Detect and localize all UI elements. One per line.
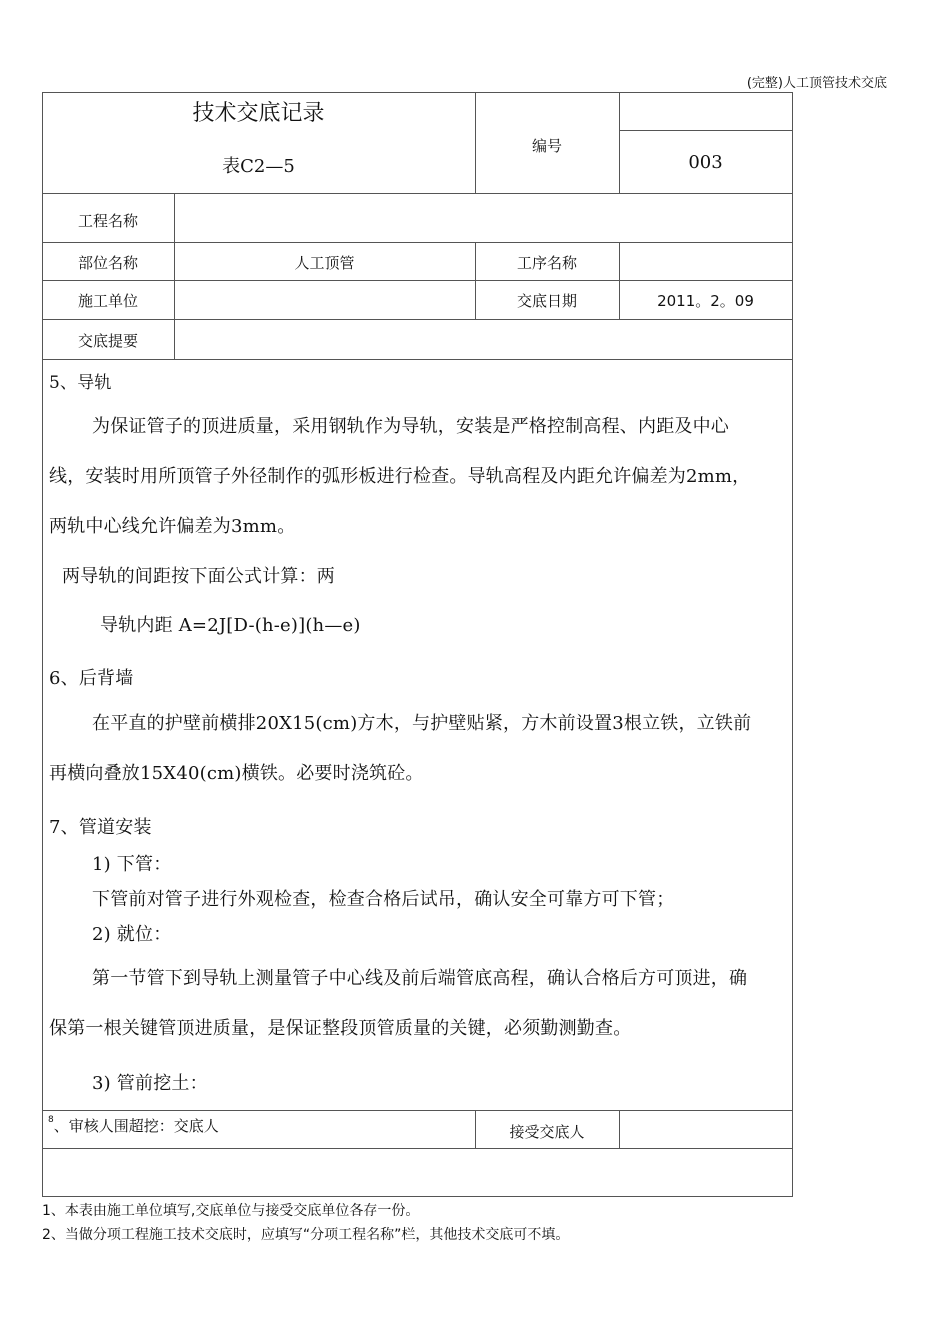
section-7-title: 7、管道安装 — [49, 817, 152, 838]
reviewer-prefix: 8 — [48, 1115, 54, 1125]
summary-label: 交底提要 — [77, 332, 138, 350]
section-5-paragraph-4: 两导轨的间距按下面公式计算：两 — [62, 566, 335, 587]
part-name-value: 人工顶管 — [294, 254, 355, 272]
footnote-1: 1、本表由施工单位填写,交底单位与接受交底单位各存一份。 — [42, 1203, 420, 1219]
section-5-title: 5、导轨 — [49, 373, 112, 393]
section-6-paragraph-1: 在平直的护壁前横排20X15(cm)方木，与护壁贴紧，方木前设置3根立铁，立铁前 — [92, 713, 752, 734]
form-title: 技术交底记录 — [192, 101, 325, 126]
section-7-2-title: 2) 就位： — [92, 924, 172, 945]
footnote-2: 2、当做分项工程施工技术交底时，应填写“分项工程名称”栏，其他技术交底可不填。 — [42, 1227, 570, 1243]
receiver-label: 接受交底人 — [509, 1123, 585, 1141]
section-7-1-title: 1) 下管： — [92, 854, 172, 875]
header-note: (完整)人工顶管技术交底 — [746, 76, 887, 91]
section-5-formula: 导轨内距 A=2J[D-(h-e)](h—e) — [100, 615, 361, 636]
section-5-paragraph-3: 两轨中心线允许偏差为3mm。 — [49, 516, 296, 537]
part-name-label: 部位名称 — [77, 254, 138, 272]
table-code: 表C2—5 — [222, 156, 295, 177]
section-5-paragraph-2: 线，安装时用所顶管子外径制作的弧形板进行检查。导轨高程及内距允许偏差为2mm， — [49, 466, 751, 487]
number-label: 编号 — [531, 137, 562, 155]
reviewer-cell — [48, 1115, 219, 1136]
section-7-2-paragraph-2: 保第一根关键管顶进质量，是保证整段顶管质量的关键，必须勤测勤查。 — [49, 1018, 632, 1039]
reviewer-text: 、审核人围超挖：交底人 — [53, 1117, 219, 1135]
section-5-paragraph-1: 为保证管子的顶进质量，采用钢轨作为导轨，安装是严格控制高程、内距及中心 — [92, 416, 729, 437]
date-label: 交底日期 — [516, 292, 577, 310]
section-6-title: 6、后背墙 — [49, 668, 134, 689]
section-7-2-paragraph-1: 第一节管下到导轨上测量管子中心线及前后端管底高程，确认合格后方可顶进，确 — [92, 968, 748, 989]
number-value: 003 — [688, 152, 723, 173]
date-value: 2011。2。09 — [657, 292, 754, 310]
construction-unit-label: 施工单位 — [77, 292, 138, 310]
section-7-1-text: 下管前对管子进行外观检查，检查合格后试吊，确认安全可靠方可下管； — [92, 889, 675, 910]
section-6-paragraph-2: 再横向叠放15X40(cm)横铁。必要时浇筑砼。 — [49, 763, 424, 784]
process-name-label: 工序名称 — [516, 254, 577, 272]
section-7-3-title: 3) 管前挖土： — [92, 1073, 208, 1094]
project-name-label: 工程名称 — [77, 212, 138, 230]
